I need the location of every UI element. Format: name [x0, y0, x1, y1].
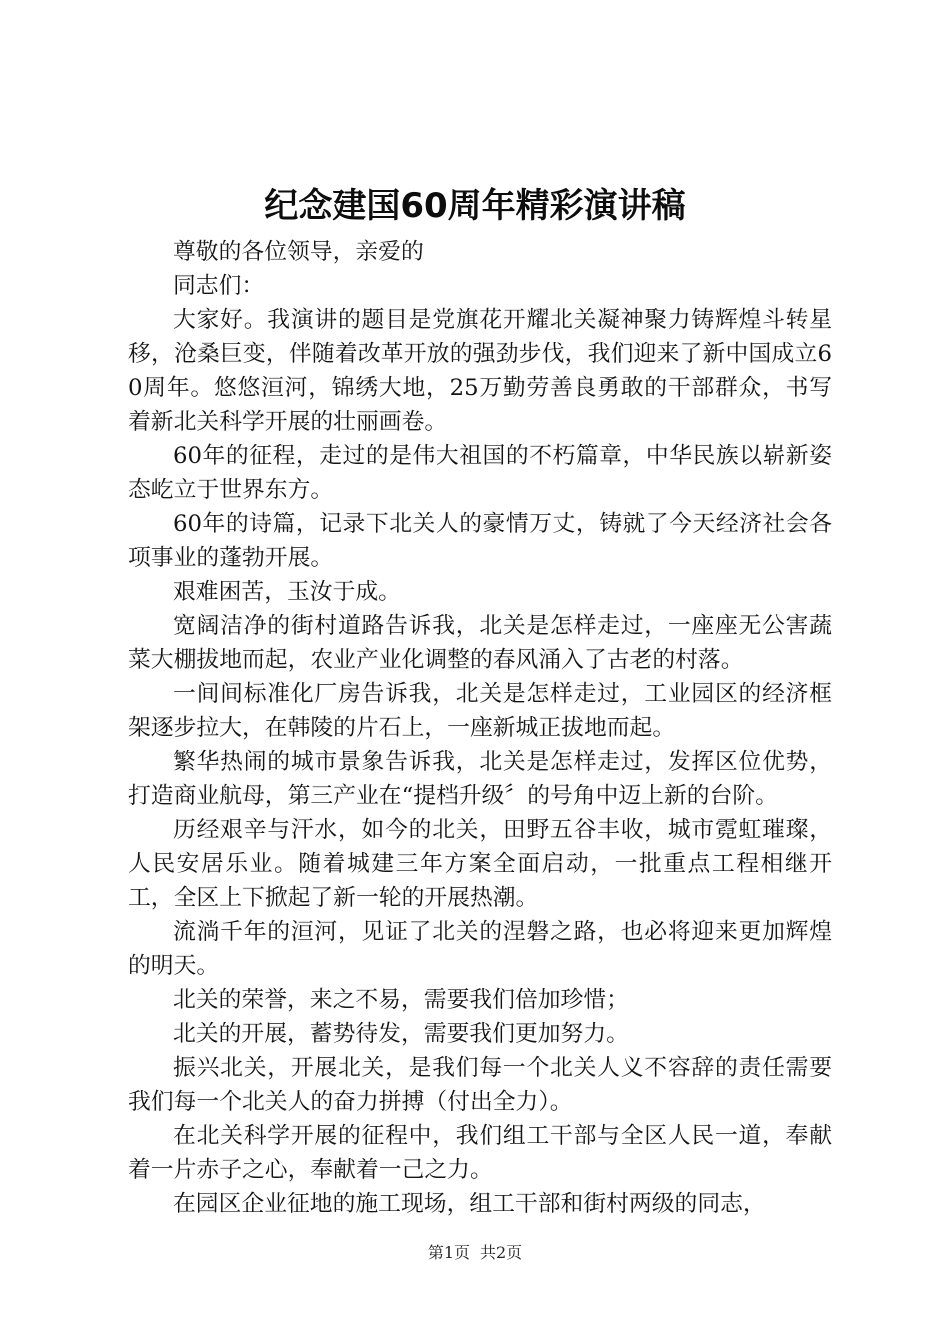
- paragraph: 繁华热闹的城市景象告诉我，北关是怎样走过，发挥区位优势，打造商业航母，第三产业在“提档升级〞的号角中迈上新的台阶。: [128, 749, 832, 809]
- page-footer: [0, 1241, 950, 1265]
- paragraph: 同志们：: [173, 273, 265, 299]
- paragraph: 北关的开展，蓄势待发，需要我们更加努力。: [173, 1021, 629, 1047]
- paragraph: 振兴北关，开展北关，是我们每一个北关人义不容辞的责任需要我们每一个北关人的奋力拼搏（付出全力）。: [128, 1055, 832, 1115]
- paragraph: 在园区企业征地的施工现场，组工干部和街村两级的同志，: [173, 1191, 766, 1217]
- paragraph: 历经艰辛与汗水，如今的北关，田野五谷丰收，城市霓虹璀璨，人民安居乐业。随着城建三年方案全面启动，一批重点工程相继开工，全区上下掀起了新一轮的开展热潮。: [128, 817, 832, 911]
- document-body: [128, 235, 832, 1221]
- paragraph: 宽阔洁净的街村道路告诉我，北关是怎样走过，一座座无公害蔬菜大棚拔地而起，农业产业化调整的春风涌入了古老的村落。: [128, 613, 832, 673]
- paragraph: 流淌千年的洹河，见证了北关的涅磐之路，也必将迎来更加辉煌的明天。: [128, 919, 832, 979]
- paragraph: 艰难困苦，玉汝于成。: [173, 579, 401, 605]
- paragraph: 一间间标准化厂房告诉我，北关是怎样走过，工业园区的经济框架逐步拉大，在韩陵的片石上，一座新城正拔地而起。: [128, 681, 832, 741]
- paragraph: 60年的诗篇，记录下北关人的豪情万丈，铸就了今天经济社会各项事业的蓬勃开展。: [128, 511, 832, 571]
- paragraph: 60年的征程，走过的是伟大祖国的不朽篇章，中华民族以崭新姿态屹立于世界东方。: [128, 443, 832, 503]
- paragraph: 在北关科学开展的征程中，我们组工干部与全区人民一道，奉献着一片赤子之心，奉献着一己之力。: [128, 1123, 832, 1183]
- page-number: 第1页: [427, 1243, 470, 1262]
- paragraph: 大家好。我演讲的题目是党旗花开耀北关凝神聚力铸辉煌斗转星移，沧桑巨变，伴随着改革开放的强劲步伐，我们迎来了新中国成立60周年。悠悠洹河，锦绣大地，25万勤劳善良勇敢的干部群众，书写着新北关科学开展的壮丽画卷。: [128, 307, 832, 435]
- paragraph: 北关的荣誉，来之不易，需要我们倍加珍惜；: [173, 987, 629, 1013]
- document-title: 纪念建国60周年精彩演讲稿: [264, 186, 686, 226]
- page-total: 共2页: [480, 1243, 523, 1262]
- paragraph: 尊敬的各位领导，亲爱的: [173, 239, 424, 265]
